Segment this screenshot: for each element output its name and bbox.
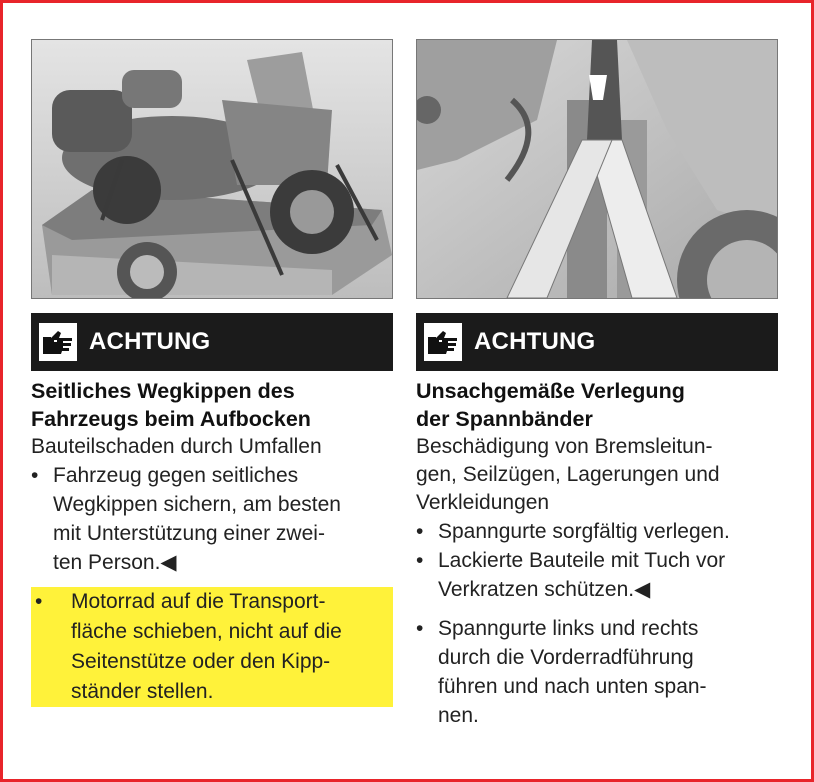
warning-bar: [416, 313, 778, 371]
bullet-dot: •: [31, 464, 39, 487]
left-column: [31, 39, 393, 707]
warning-title: ACHTUNG: [89, 328, 211, 355]
list-item: • Spanngurte links und rechts durch die Vorderradführung führen und nach unten span- nen.: [416, 614, 778, 730]
right-column: [416, 39, 778, 730]
hand-warning-icon: [424, 323, 462, 361]
warning-bar: [31, 313, 393, 371]
bullet-dot: •: [31, 587, 63, 707]
bullet-dot: •: [416, 549, 424, 572]
warning-consequence: Bauteilschaden durch Umfallen: [31, 435, 322, 458]
warning-consequence: Beschädigung von Bremsleitun- gen, Seilzügen, Lagerungen und Verkleidungen: [416, 435, 720, 514]
warning-heading: Seitliches Wegkippen des Fahrzeugs beim Aufbocken: [31, 379, 311, 431]
motorcycle-on-trailer-photo: [31, 39, 393, 299]
bullet-dot: •: [416, 617, 424, 640]
highlighted-list-item: • Motorrad auf die Transport- fläche schieben, nicht auf die Seitenstütze oder den Kipp- ständer stellen.: [31, 587, 393, 707]
bullet-dot: •: [416, 520, 424, 543]
list-item: • Fahrzeug gegen seitliches Wegkippen sichern, am besten mit Unterstützung einer zwei- ten Person.◀: [31, 461, 393, 577]
warning-title: ACHTUNG: [474, 328, 596, 355]
list-item: • Spanngurte sorgfältig verlegen.: [416, 517, 778, 546]
list-item: • Lackierte Bauteile mit Tuch vor Verkratzen schützen.◀: [416, 546, 778, 604]
hand-warning-icon: [39, 323, 77, 361]
strap-front-fork-photo: [416, 39, 778, 299]
warning-heading: Unsachgemäße Verlegung der Spannbänder: [416, 379, 685, 431]
